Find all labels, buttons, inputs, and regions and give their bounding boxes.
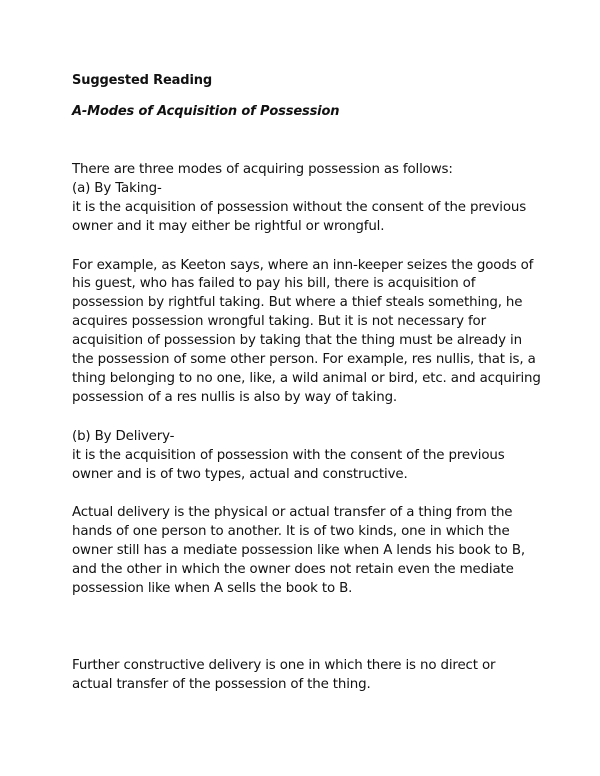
actual-delivery-line: Actual delivery is the physical or actual transfer of a thing from the: [72, 505, 513, 520]
delivery-line: owner and is of two types, actual and constructive.: [72, 467, 408, 482]
actual-delivery-line: owner still has a mediate possession like when A lends his book to B,: [72, 543, 525, 558]
delivery-line: it is the acquisition of possession with the consent of the previous: [72, 448, 505, 463]
constructive-line: actual transfer of the possession of the thing.: [72, 677, 371, 692]
taking-line: owner and it may either be rightful or wrongful.: [72, 219, 385, 234]
example-line: acquires possession wrongful taking. But it is not necessary for: [72, 314, 486, 329]
page-heading: Suggested Reading: [72, 73, 213, 88]
section-subheading: A-Modes of Acquisition of Possession: [72, 104, 340, 119]
example-line: acquisition of possession by taking that the thing must be already in: [72, 333, 522, 348]
intro-text: There are three modes of acquiring possession as follows:: [72, 162, 453, 177]
actual-delivery-line: hands of one person to another. It is of two kinds, one in which the: [72, 524, 510, 539]
taking-label: (a) By Taking-: [72, 181, 162, 196]
constructive-line: Further constructive delivery is one in which there is no direct or: [72, 658, 496, 673]
actual-delivery-line: possession like when A sells the book to B.: [72, 581, 353, 596]
delivery-label: (b) By Delivery-: [72, 429, 175, 444]
example-line: For example, as Keeton says, where an inn-keeper seizes the goods of: [72, 258, 534, 273]
actual-delivery-line: and the other in which the owner does not retain even the mediate: [72, 562, 514, 577]
example-line: his guest, who has failed to pay his bill, there is acquisition of: [72, 276, 476, 291]
example-line: thing belonging to no one, like, a wild animal or bird, etc. and acquiring: [72, 371, 541, 386]
taking-line: it is the acquisition of possession without the consent of the previous: [72, 200, 527, 215]
example-line: possession by rightful taking. But where a thief steals something, he: [72, 295, 523, 310]
example-line: possession of a res nullis is also by way of taking.: [72, 390, 398, 405]
example-line: the possession of some other person. For example, res nullis, that is, a: [72, 352, 536, 367]
